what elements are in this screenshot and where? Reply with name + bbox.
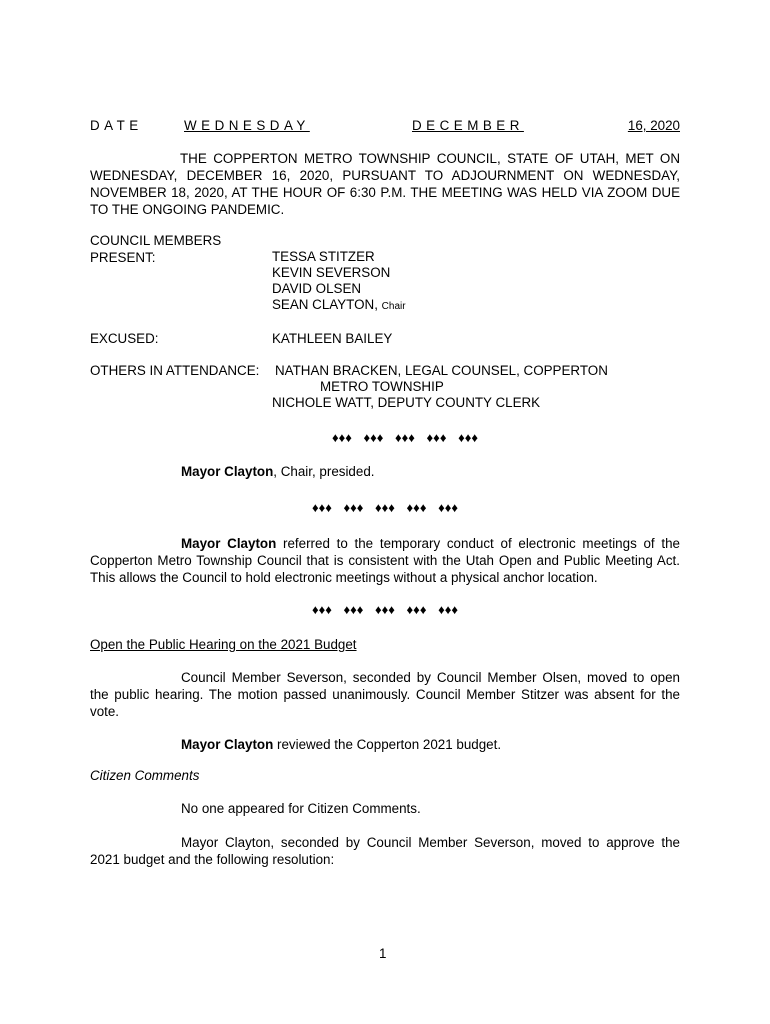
chair-note: Chair [381, 301, 406, 312]
present-list [272, 249, 406, 315]
date-label: DATE [90, 118, 143, 133]
mayor-name: Mayor Clayton [181, 464, 274, 479]
page-number: 1 [379, 946, 387, 961]
hearing-heading: Open the Public Hearing on the 2021 Budget [90, 637, 357, 652]
reviewed-line [181, 737, 501, 752]
present-member: KEVIN SEVERSON [272, 265, 391, 280]
council-label-line1: COUNCIL MEMBERS [90, 233, 222, 248]
day-field [184, 118, 412, 133]
separator-diamonds: ♦♦♦ ♦♦♦ ♦♦♦ ♦♦♦ ♦♦♦ [312, 500, 458, 515]
council-members-label [90, 232, 221, 266]
others-line-2: NICHOLE WATT, DEPUTY COUNTY CLERK [272, 395, 541, 410]
excused-label: EXCUSED: [90, 331, 159, 346]
present-member: TESSA STITZER [272, 249, 375, 264]
citizen-comments-text: No one appeared for Citizen Comments. [181, 801, 421, 816]
separator-diamonds: ♦♦♦ ♦♦♦ ♦♦♦ ♦♦♦ ♦♦♦ [312, 602, 458, 617]
citizen-comments-heading: Citizen Comments [90, 768, 200, 783]
separator-diamonds: ♦♦♦ ♦♦♦ ♦♦♦ ♦♦♦ ♦♦♦ [332, 430, 478, 445]
excused-member: KATHLEEN BAILEY [272, 331, 393, 346]
presided-text: , Chair, presided. [273, 464, 375, 479]
mayor-name: Mayor Clayton [181, 737, 274, 752]
others-line-1: NATHAN BRACKEN, LEGAL COUNSEL, COPPERTON [275, 363, 608, 378]
electronic-text: referred to the temporary conduct of electronic meetings of the Copperton Metro Township Council that is consistent with the Utah Open and Public Meeting Act. This allows the Council to hold electronic meetings without a physical anchor location. [90, 536, 680, 585]
present-member: DAVID OLSEN [272, 281, 362, 296]
intro-paragraph: THE COPPERTON METRO TOWNSHIP COUNCIL, STATE OF UTAH, MET ON WEDNESDAY, DECEMBER 16, 2020, PURSUANT TO ADJOURNMENT ON WEDNESDAY, NOVEMBER 18, 2020, AT THE HOUR OF 6:30 P.M. THE MEETING WAS HELD VIA ZOOM DUE TO THE ONGOING PANDEMIC. [90, 151, 680, 217]
present-member: SEAN CLAYTON, [272, 297, 378, 312]
motion-approve-paragraph: Mayor Clayton, seconded by Council Member Severson, moved to approve the 2021 budget and the following resolution: [90, 835, 680, 867]
month-field [412, 118, 610, 133]
electronic-paragraph [90, 535, 680, 586]
date-value: 16, 2020 [627, 118, 680, 133]
mayor-name: Mayor Clayton [181, 536, 277, 551]
others-label: OTHERS IN ATTENDANCE: [90, 363, 260, 378]
others-line-1b: METRO TOWNSHIP [320, 379, 444, 394]
council-label-line2: PRESENT: [90, 250, 156, 265]
presided-line [181, 464, 375, 479]
motion-open-paragraph: Council Member Severson, seconded by Council Member Olsen, moved to open the public hearing. The motion passed unanimously. Council Member Stitzer was absent for the vote. [90, 670, 680, 719]
month-value: DECEMBER [412, 118, 524, 133]
present-member-chair [272, 297, 406, 315]
day-value: WEDNESDAY [184, 118, 310, 133]
reviewed-text: reviewed the Copperton 2021 budget. [273, 737, 502, 752]
